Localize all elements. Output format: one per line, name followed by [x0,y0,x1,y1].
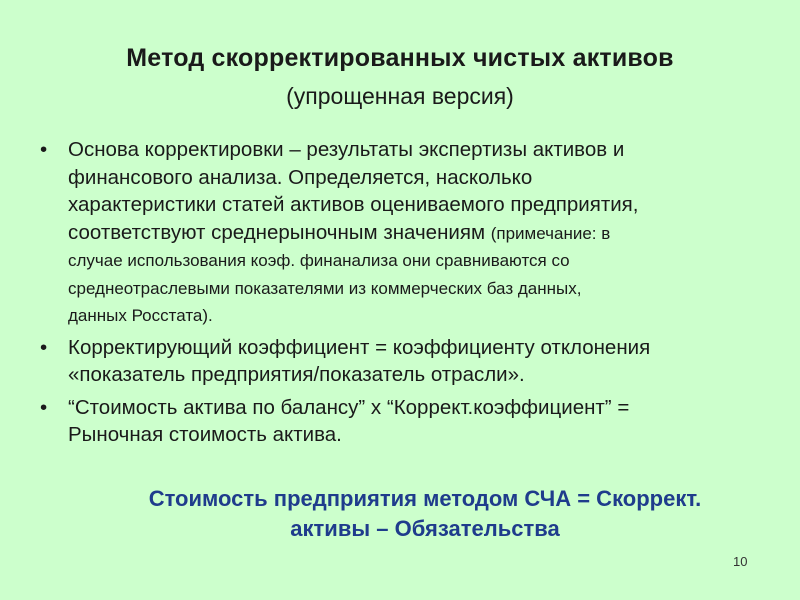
bullet-icon: • [40,395,48,419]
conclusion-line: активы – Обязательства [290,516,560,541]
bullet-line: Основа корректировки – результаты экспертизы активов и [68,138,625,161]
note-text: (примечание: в [490,223,611,243]
page-number: 10 [733,554,748,569]
bullet-item [36,136,766,329]
bullet-icon: • [40,138,48,161]
bullet-icon: • [40,335,48,359]
bullet-line: “Стоимость актива по балансу” х “Коррект.коэффициент” = [68,395,630,419]
bullet-line: Рыночная стоимость актива. [68,423,342,446]
slide-subtitle: (упрощенная версия) [286,83,514,109]
note-text: случае использования коэф. финанализа они сравниваются со [68,251,570,270]
bullet-line: Корректирующий коэффициент = коэффициенту отклонения [68,335,651,359]
bullet-item [36,334,766,389]
bullet-list [36,136,766,449]
bullet-line: соответствуют среднерыночным значениям [68,220,491,244]
conclusion-line: Стоимость предприятия методом СЧА = Скоррект. [148,486,702,511]
slide-title: Метод скорректированных чистых активов [126,44,674,72]
bullet-line: характеристики статей активов оцениваемого предприятия, [68,193,639,216]
conclusion-formula [0,484,800,544]
bullet-line: «показатель предприятия/показатель отрасли». [68,363,525,386]
bullet-item [36,394,766,449]
note-text: данных Росстата). [68,306,213,325]
bullet-line: финансового анализа. Определяется, насколько [68,165,533,189]
note-text: среднеотраслевыми показателями из коммерческих баз данных, [68,278,582,298]
